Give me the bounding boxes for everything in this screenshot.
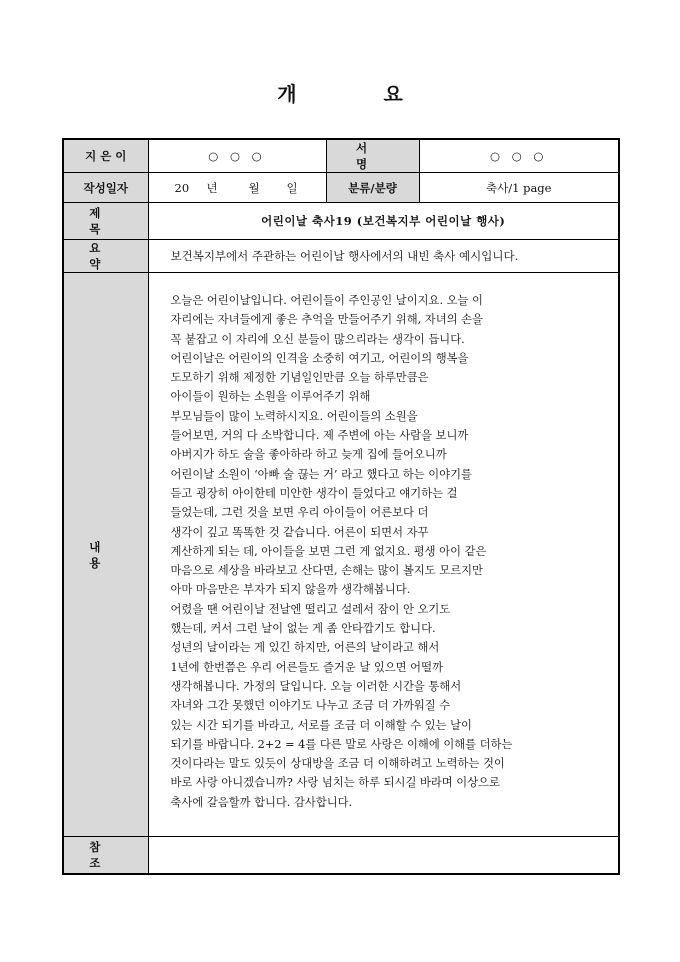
summary-row (63, 240, 619, 273)
content-line: 아이들이 원하는 소원을 이루어주기 위해 (170, 390, 371, 404)
content-line: 자리에는 자녀들에게 좋은 추억을 만들어주기 위해, 자녀의 손을 (170, 313, 483, 327)
summary-value: 보건복지부에서 주관하는 어린이날 행사에서의 내빈 축사 예시입니다. (148, 240, 619, 273)
date-row (63, 173, 619, 203)
date-day-unit: 일 (286, 180, 298, 195)
content-line: 듣고 굉장히 아이한테 미안한 생각이 들었다고 얘기하는 걸 (170, 486, 458, 500)
date-label: 작성일자 (63, 173, 148, 203)
reference-label: 참 조 (63, 837, 148, 874)
signature-label: 서 명 (326, 139, 419, 173)
category-value: 축사/1 page (419, 173, 619, 203)
signature-value: ○ ○ ○ (419, 139, 619, 173)
content-line: 어린이날은 어린이의 인격을 소중히 여기고, 어린이의 행복을 (170, 351, 469, 365)
content-line: 바로 사랑 아니겠습니까? 사랑 넘치는 하루 되시길 바라며 이상으로 (170, 776, 500, 790)
content-line: 축사에 갈음할까 합니다. 감사합니다. (170, 795, 353, 809)
author-value: ○ ○ ○ (148, 139, 326, 173)
content-line: 들어보면, 거의 다 소박합니다. 제 주변에 아는 사람을 보니까 (170, 429, 469, 443)
date-year: 20 (174, 180, 190, 195)
content-line: 어린이날 소원이 ‘아빠 술 끊는 거’ 라고 했다고 하는 이야기를 (170, 467, 472, 481)
content-line: 꼭 붙잡고 이 자리에 오신 분들이 많으리라는 생각이 듭니다. (170, 332, 465, 346)
content-line: 했는데, 커서 그런 날이 없는 게 좀 안타깝기도 합니다. (170, 622, 436, 636)
content-line: 부모님들이 많이 노력하시지요. 어린이들의 소원을 (170, 409, 418, 423)
content-label: 내 용 (63, 273, 148, 837)
overview-form (62, 138, 620, 875)
content-text (171, 291, 611, 812)
content-line: 아마 마음만은 부자가 되지 않을까 생각해봅니다. (170, 583, 411, 597)
date-year-unit: 년 (206, 180, 218, 195)
content-line: 도모하기 위해 제정한 기념일인만큼 오늘 하루만큼은 (170, 371, 429, 385)
content-line: 자녀와 그간 못했던 이야기도 나누고 조금 더 가까워질 수 (170, 699, 451, 713)
content-body (148, 273, 619, 837)
category-label: 분류/분량 (326, 173, 419, 203)
reference-value (148, 837, 619, 874)
content-line: 마음으로 세상을 바라보고 산다면, 손해는 많이 볼지도 모르지만 (170, 564, 483, 578)
content-line: 생각해봅니다. 가정의 달입니다. 오늘 이러한 시간을 통해서 (170, 679, 462, 693)
subject-label: 제 목 (63, 203, 148, 240)
content-line: 아버지가 하도 술을 좋아하라 하고 늦게 집에 들어오니까 (170, 448, 447, 462)
summary-label: 요 약 (63, 240, 148, 273)
date-value (148, 173, 326, 203)
content-line: 생각이 깊고 똑똑한 것 같습니다. 어른이 되면서 자꾸 (170, 525, 429, 539)
content-line: 성년의 날이라는 게 있긴 하지만, 어른의 날이라고 해서 (170, 641, 440, 655)
subject-row (63, 203, 619, 240)
content-line: 1년에 한번쯤은 우리 어른들도 즐거운 날 있으면 어떨까 (170, 660, 443, 674)
content-line: 들었는데, 그런 것을 보면 우리 아이들이 어른보다 더 (170, 506, 429, 520)
document-title: 개 요 (277, 82, 443, 106)
content-row (63, 273, 619, 837)
content-line: 계산하게 되는 데, 아이들을 보면 그런 게 없지요. 평생 아이 같은 (170, 544, 487, 558)
content-line: 되기를 바랍니다. 2+2 = 4를 다른 말로 사랑은 이해에 이해를 더하는 (170, 737, 513, 751)
content-line: 어렸을 땐 어린이날 전날엔 떨리고 설레서 잠이 안 오기도 (170, 602, 451, 616)
content-line: 것이다라는 말도 있듯이 상대방을 조금 더 이해하려고 노력하는 것이 (170, 757, 505, 771)
author-row (63, 139, 619, 173)
subject-value: 어린이날 축사19 (보건복지부 어린이날 행사) (148, 203, 619, 240)
content-line: 있는 시간 되기를 바라고, 서로를 조금 더 이해할 수 있는 날이 (170, 718, 472, 732)
author-label: 지 은 이 (63, 139, 148, 173)
content-line: 오늘은 어린이날입니다. 어린이들이 주인공인 날이지요. 오늘 이 (170, 294, 483, 307)
date-month-unit: 월 (248, 180, 260, 195)
reference-row (63, 837, 619, 874)
